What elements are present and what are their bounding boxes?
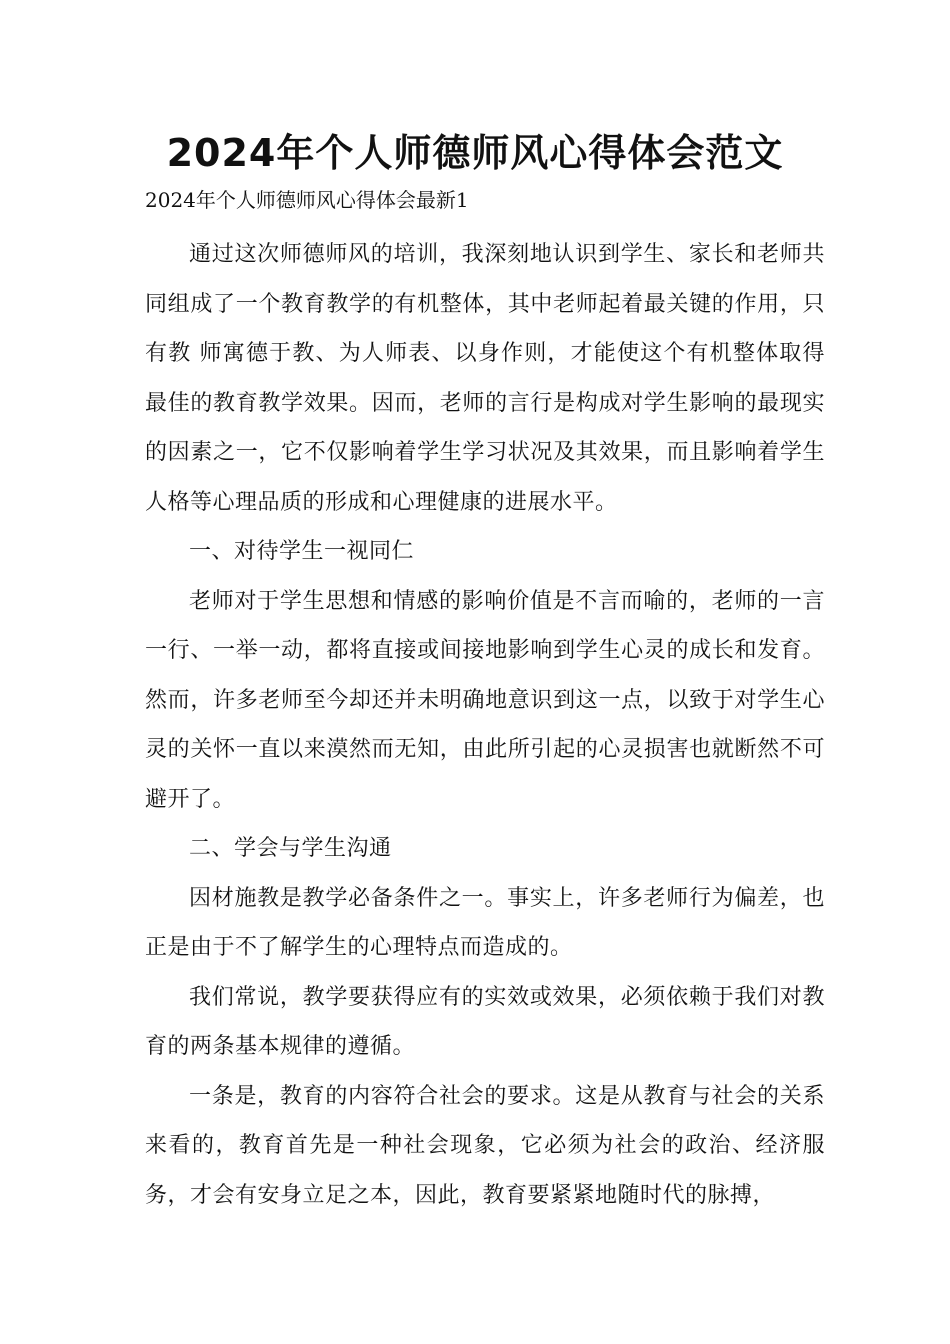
paragraph-section-2a: 因材施教是教学必备条件之一。事实上，许多老师行为偏差，也正是由于不了解学生的心理特点而造成的。 [145, 885, 825, 960]
section-heading-1: 一、对待学生一视同仁 [189, 539, 415, 564]
paragraph-section-2b: 我们常说，教学要获得应有的实效或效果，必须依赖于我们对教育的两条基本规律的遵循。 [145, 984, 825, 1059]
document-body [145, 230, 825, 1220]
document-title: 2024年个人师德师风心得体会范文 [166, 131, 784, 175]
document-subtitle: 2024年个人师德师风心得体会最新1 [145, 188, 469, 212]
paragraph-section-2c: 一条是，教育的内容符合社会的要求。这是从教育与社会的关系来看的，教育首先是一种社会现象，它必须为社会的政治、经济服务，才会有安身立足之本，因此，教育要紧紧地随时代的脉搏， [145, 1083, 825, 1208]
paragraph-section-1: 老师对于学生思想和情感的影响价值是不言而喻的，老师的一言一行、一举一动，都将直接或间接地影响到学生心灵的成长和发育。然而，许多老师至今却还并未明确地意识到这一点，以致于对学生心灵的关怀一直以来漠然而无知，由此所引起的心灵损害也就断然不可避开了。 [145, 588, 825, 812]
paragraph-intro: 通过这次师德师风的培训，我深刻地认识到学生、家长和老师共同组成了一个教育教学的有机整体，其中老师起着最关键的作用，只有教 师寓德于教、为人师表、以身作则，才能使这个有机整体取得最佳的教育教学效果。因而，老师的言行是构成对学生影响的最现实的因素之一，它不仅影响着学生学习状况及其效果，而且影响着学生人格等心理品质的形成和心理健康的进展水平。 [145, 242, 825, 515]
section-heading-2: 二、学会与学生沟通 [189, 836, 392, 861]
